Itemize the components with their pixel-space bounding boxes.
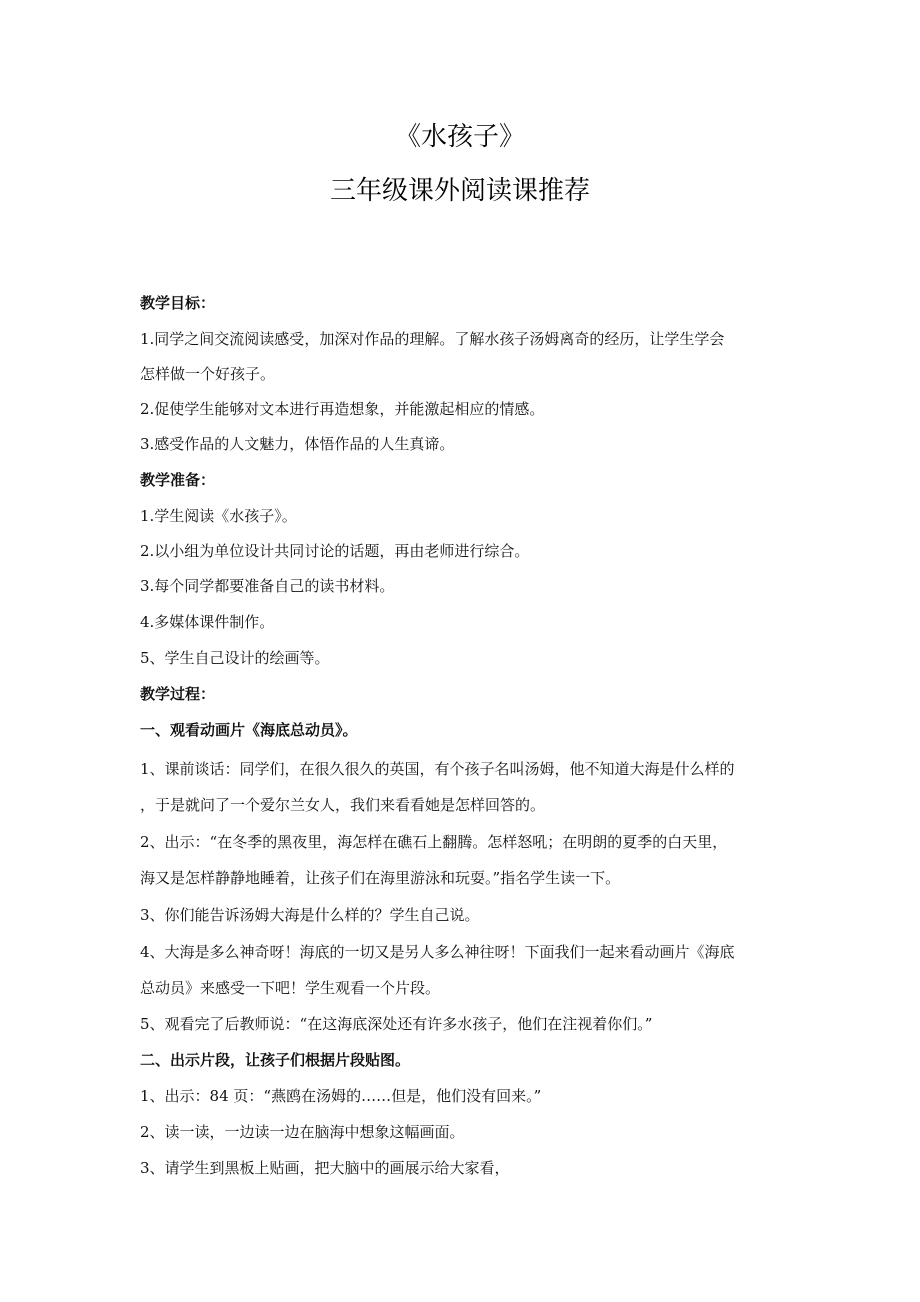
paragraph-line: 2.促使学生能够对文本进行再造想象，并能激起相应的情感。 (140, 400, 545, 418)
paragraph-line: 1.同学之间交流阅读感受，加深对作品的理解。了解水孩子汤姆离奇的经历，让学生学会 (140, 330, 725, 348)
section-heading: 教学准备： (140, 471, 216, 489)
paragraph-line: 2、读一读，一边读一边在脑海中想象这幅画面。 (140, 1123, 465, 1141)
document-subtitle: 三年级课外阅读课推荐 (329, 176, 590, 206)
paragraph-line: 3、你们能告诉汤姆大海是什么样的？学生自己说。 (140, 906, 480, 924)
section-heading: 二、出示片段，让孩子们根据片段贴图。 (140, 1051, 411, 1069)
paragraph-line: 1、出示：84 页：“燕鸥在汤姆的……但是，他们没有回来。” (140, 1087, 542, 1105)
section-heading: 一、观看动画片《海底总动员》。 (140, 721, 358, 739)
paragraph-line: 2.以小组为单位设计共同讨论的话题，再由老师进行综合。 (140, 542, 530, 560)
paragraph-line: 4、大海是多么神奇呀！海底的一切又是另人多么神往呀！下面我们一起来看动画片《海底 (140, 943, 735, 961)
paragraph-line: 5、观看完了后教师说：“在这海底深处还有许多水孩子，他们在注视着你们。” (140, 1015, 653, 1033)
paragraph-line: 怎样做一个好孩子。 (140, 365, 276, 383)
paragraph-line: 3、请学生到黑板上贴画，把大脑中的画展示给大家看， (140, 1159, 510, 1177)
paragraph-line: 2、出示：“在冬季的黑夜里，海怎样在礁石上翻腾。怎样怒吼；在明朗的夏季的白天里， (140, 833, 728, 851)
paragraph-line: 1、课前谈话：同学们，在很久很久的英国，有个孩子名叫汤姆，他不知道大海是什么样的 (140, 760, 735, 778)
section-heading: 教学过程： (140, 685, 216, 703)
paragraph-line: ，于是就问了一个爱尔兰女人，我们来看看她是怎样回答的。 (140, 796, 546, 814)
paragraph-line: 4.多媒体课件制作。 (140, 613, 275, 631)
section-heading: 教学目标： (140, 294, 216, 312)
paragraph-line: 海又是怎样静静地睡着，让孩子们在海里游泳和玩耍。”指名学生读一下。 (140, 869, 621, 887)
document-title: 《水孩子》 (394, 122, 525, 152)
paragraph-line: 1.学生阅读《水孩子》。 (140, 507, 297, 525)
paragraph-line: 5、学生自己设计的绘画等。 (140, 649, 330, 667)
paragraph-line: 总动员》来感受一下吧！学生观看一个片段。 (140, 979, 441, 997)
paragraph-line: 3.每个同学都要准备自己的读书材料。 (140, 577, 395, 595)
paragraph-line: 3.感受作品的人文魅力，体悟作品的人生真谛。 (140, 435, 455, 453)
